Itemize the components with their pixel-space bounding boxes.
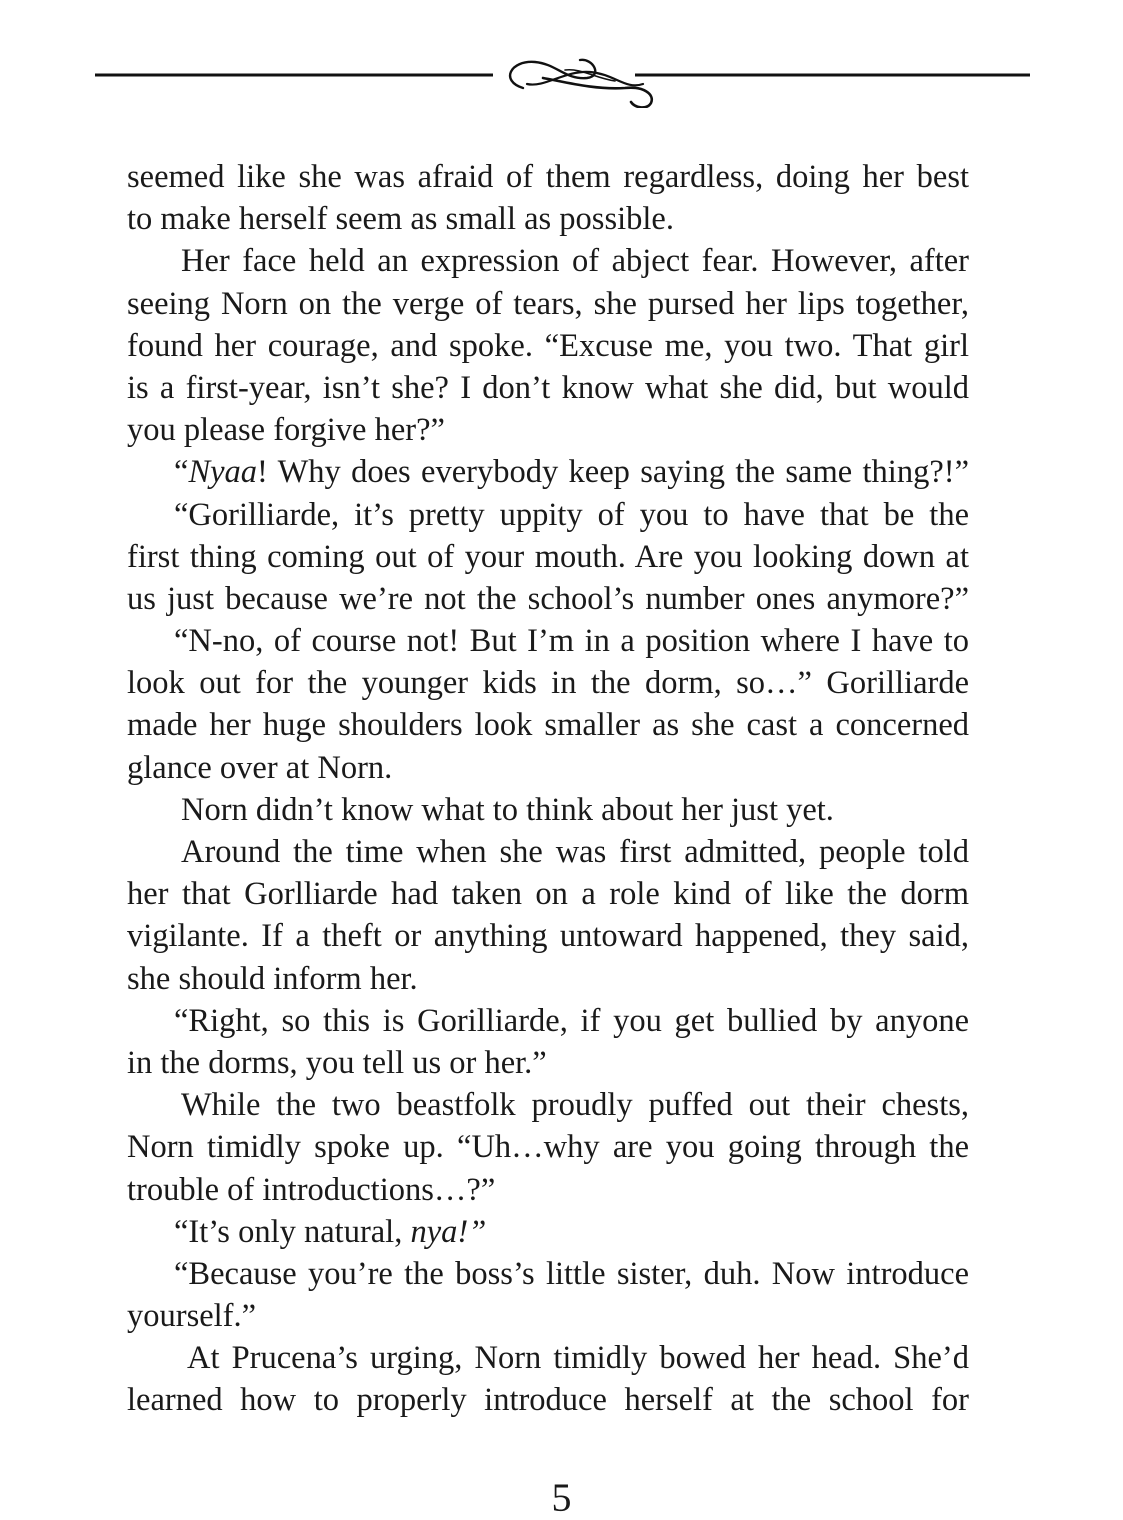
text-line: made her huge shoulders look smaller as she cast a concerned — [127, 707, 969, 744]
text-line: seeing Norn on the verge of tears, she pursed her lips together, — [127, 285, 969, 322]
italic-run: Nyaa — [188, 454, 258, 491]
text-line: us just because we’re not the school’s number ones anymore?” — [127, 580, 969, 617]
ornament-divider — [95, 48, 1030, 108]
text-line: look out for the younger kids in the dorm, so…” Gorilliarde — [127, 665, 969, 702]
text-line: you please forgive her?” — [127, 412, 445, 449]
text-line — [127, 451, 969, 493]
text-line: to make herself seem as small as possible. — [127, 201, 674, 238]
text-line: Norn didn’t know what to think about her just yet. — [181, 791, 834, 828]
text-run: “It’s only natural, — [174, 1213, 411, 1250]
text-line: in the dorms, you tell us or her.” — [127, 1044, 547, 1081]
text-line: “Because you’re the boss’s little sister, duh. Now introduce — [174, 1255, 969, 1292]
text-run: ! Why does everybody keep saying the same thing?!” — [257, 454, 969, 491]
text-line: learned how to properly introduce herself at the school for — [127, 1382, 969, 1419]
text-line — [127, 1211, 969, 1253]
text-line: Around the time when she was first admitted, people told — [181, 834, 969, 870]
text-line: found her courage, and spoke. “Excuse me, you two. That girl — [127, 327, 969, 364]
body-text — [127, 156, 969, 1422]
text-run: “ — [174, 454, 189, 491]
text-line: trouble of introductions…?” — [127, 1171, 496, 1208]
text-line: Her face held an expression of abject fear. However, after — [181, 243, 969, 280]
text-line: yourself.” — [127, 1298, 257, 1335]
text-line: glance over at Norn. — [127, 749, 393, 786]
text-line: While the two beastfolk proudly puffed out their chests, — [181, 1087, 969, 1124]
text-line: Norn timidly spoke up. “Uh…why are you going through the — [127, 1129, 969, 1166]
text-line: her that Gorlliarde had taken on a role kind of like the dorm — [127, 876, 969, 913]
text-line: seemed like she was afraid of them regardless, doing her best — [127, 159, 969, 195]
text-line: “Right, so this is Gorilliarde, if you get bullied by anyone — [174, 1002, 969, 1039]
italic-run: nya!” — [410, 1213, 487, 1250]
text-line: “Gorilliarde, it’s pretty uppity of you to have that be the — [174, 496, 969, 533]
text-line: “N-no, of course not! But I’m in a position where I have to — [174, 623, 969, 660]
text-line: first thing coming out of your mouth. Are you looking down at — [127, 538, 969, 575]
text-line: is a first-year, isn’t she? I don’t know what she did, but would — [127, 369, 969, 406]
text-line: vigilante. If a theft or anything untoward happened, they said, — [127, 918, 969, 955]
text-line: she should inform her. — [127, 960, 418, 997]
text-line: At Prucena’s urging, Norn timidly bowed her head. She’d — [187, 1340, 969, 1377]
ornament-flourish — [510, 60, 652, 108]
page-number: 5 — [551, 1475, 572, 1520]
